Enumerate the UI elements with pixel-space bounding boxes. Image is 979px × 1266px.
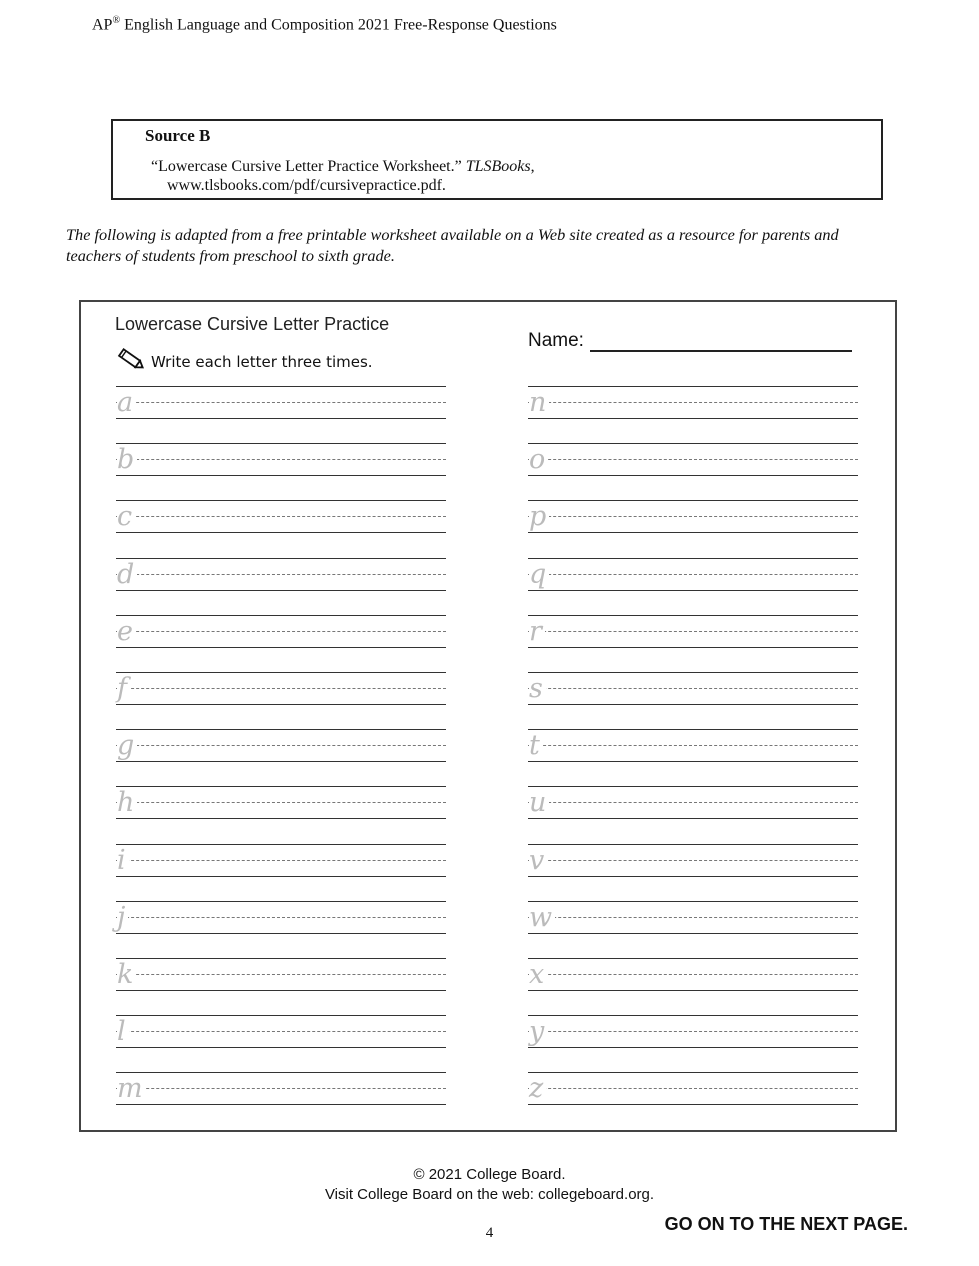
practice-row-k [116,958,446,1015]
left-letter-column [116,386,446,1129]
registered-mark: ® [112,15,121,26]
practice-row-n [528,386,858,443]
practice-row-g [116,729,446,786]
guide-line-mid [528,860,858,861]
practice-row-m [116,1072,446,1129]
practice-row-j [116,901,446,958]
guide-line-base [116,647,446,648]
guide-line-top [116,1015,446,1016]
source-label: Source B [145,126,211,145]
trace-letter-r: r [529,617,545,647]
trace-letter-v: v [529,846,547,876]
guide-line-base [116,1047,446,1048]
trace-letter-w: w [529,903,555,933]
guide-line-mid [116,631,446,632]
practice-row-u [528,786,858,843]
guide-line-base [528,418,858,419]
header-title: English Language and Composition 2021 Free-Response Questions [120,16,557,34]
guide-line-mid [116,917,446,918]
trace-letter-b: b [117,445,137,475]
guide-line-top [528,786,858,787]
practice-row-v [528,844,858,901]
guide-line-top [528,958,858,959]
trace-letter-k: k [117,960,136,990]
practice-row-c [116,500,446,557]
guide-line-top [116,500,446,501]
go-on-notice: GO ON TO THE NEXT PAGE. [664,1214,908,1234]
guide-line-mid [116,402,446,403]
guide-line-top [116,672,446,673]
guide-line-base [528,1047,858,1048]
source-box [111,119,883,200]
trace-letter-n: n [529,388,549,418]
trace-letter-i: i [117,846,129,876]
guide-line-mid [116,1088,446,1089]
guide-line-mid [528,459,858,460]
trace-letter-t: t [529,731,543,761]
practice-row-w [528,901,858,958]
practice-row-o [528,443,858,500]
trace-letter-u: u [529,788,549,818]
guide-line-mid [528,516,858,517]
practice-row-z [528,1072,858,1129]
worksheet-instruction [117,348,373,376]
trace-letter-y: y [529,1017,547,1047]
guide-line-base [116,704,446,705]
name-blank-line [590,332,852,352]
guide-line-top [528,1015,858,1016]
practice-row-f [116,672,446,729]
trace-letter-f: f [117,674,130,704]
practice-row-r [528,615,858,672]
guide-line-base [528,704,858,705]
guide-line-mid [528,917,858,918]
guide-line-top [528,729,858,730]
trace-letter-q: q [529,560,549,590]
intro-paragraph: The following is adapted from a free printable worksheet available on a Web site created as a resource for parents and teachers of students from preschool to sixth grade. [66,225,839,265]
source-citation [151,157,535,195]
trace-letter-l: l [117,1017,129,1047]
guide-line-top [528,1072,858,1073]
guide-line-mid [116,574,446,575]
guide-line-base [528,590,858,591]
trace-letter-s: s [529,674,546,704]
guide-line-top [528,901,858,902]
trace-letter-e: e [117,617,136,647]
trace-letter-c: c [117,502,135,532]
guide-line-base [116,990,446,991]
guide-line-top [116,844,446,845]
guide-line-mid [116,688,446,689]
name-field [528,330,852,352]
guide-line-top [116,901,446,902]
trace-letter-x: x [529,960,547,990]
guide-line-base [116,876,446,877]
instruction-text: Write each letter three times. [151,353,373,371]
guide-line-top [116,443,446,444]
guide-line-top [116,1072,446,1073]
guide-line-mid [116,459,446,460]
guide-line-base [528,761,858,762]
trace-letter-o: o [529,445,548,475]
name-label: Name: [528,330,584,351]
visit-line: Visit College Board on the web: collegeboard.org. [324,1186,655,1203]
citation-title: “Lowercase Cursive Letter Practice Worksheet.” [151,158,466,175]
guide-line-base [528,818,858,819]
guide-line-top [116,558,446,559]
trace-letter-j: j [117,903,128,933]
practice-row-s [528,672,858,729]
citation-url: www.tlsbooks.com/pdf/cursivepractice.pdf. [167,177,446,194]
guide-line-mid [116,745,446,746]
citation-comma: , [530,158,535,175]
practice-row-h [116,786,446,843]
guide-line-base [116,532,446,533]
guide-line-mid [116,974,446,975]
worksheet-image [79,300,897,1132]
footer-copyright [0,1165,979,1205]
worksheet-title: Lowercase Cursive Letter Practice [115,314,390,334]
guide-line-base [528,475,858,476]
copyright-line: © 2021 College Board. [413,1166,566,1183]
trace-letter-d: d [117,560,137,590]
guide-line-mid [528,631,858,632]
guide-line-top [116,786,446,787]
guide-line-base [528,990,858,991]
guide-line-base [116,590,446,591]
trace-letter-p: p [529,502,549,532]
guide-line-top [528,672,858,673]
guide-line-top [528,558,858,559]
citation-publisher: TLSBooks [465,158,531,175]
header-prefix: AP [92,16,113,34]
practice-row-a [116,386,446,443]
guide-line-mid [528,745,858,746]
guide-line-mid [116,802,446,803]
trace-letter-a: a [117,388,136,418]
practice-row-x [528,958,858,1015]
guide-line-mid [528,802,858,803]
guide-line-top [116,615,446,616]
guide-line-mid [116,1031,446,1032]
guide-line-base [528,532,858,533]
practice-row-i [116,844,446,901]
guide-line-mid [528,1088,858,1089]
practice-row-b [116,443,446,500]
guide-line-mid [528,402,858,403]
practice-row-y [528,1015,858,1072]
guide-line-base [116,818,446,819]
guide-line-base [116,933,446,934]
trace-letter-m: m [117,1074,146,1104]
guide-line-top [116,729,446,730]
guide-line-base [116,475,446,476]
guide-line-top [116,386,446,387]
guide-line-base [116,1104,446,1105]
practice-row-t [528,729,858,786]
practice-row-e [116,615,446,672]
guide-line-mid [528,1031,858,1032]
page-number: 4 [485,1225,494,1241]
guide-line-base [528,1104,858,1105]
page-header [92,15,557,34]
guide-line-base [116,418,446,419]
guide-line-base [528,933,858,934]
guide-line-top [528,386,858,387]
practice-row-q [528,558,858,615]
right-letter-column [528,386,858,1129]
trace-letter-h: h [117,788,137,818]
guide-line-mid [528,974,858,975]
practice-row-d [116,558,446,615]
guide-line-mid [528,574,858,575]
guide-line-top [528,844,858,845]
guide-line-top [528,615,858,616]
trace-letter-g: g [117,731,137,761]
guide-line-mid [116,860,446,861]
guide-line-base [528,876,858,877]
guide-line-top [116,958,446,959]
practice-row-l [116,1015,446,1072]
guide-line-base [116,761,446,762]
guide-line-base [528,647,858,648]
guide-line-mid [116,516,446,517]
guide-line-top [528,443,858,444]
guide-line-mid [528,688,858,689]
trace-letter-z: z [529,1074,546,1104]
pencil-icon [117,348,147,376]
practice-row-p [528,500,858,557]
guide-line-top [528,500,858,501]
